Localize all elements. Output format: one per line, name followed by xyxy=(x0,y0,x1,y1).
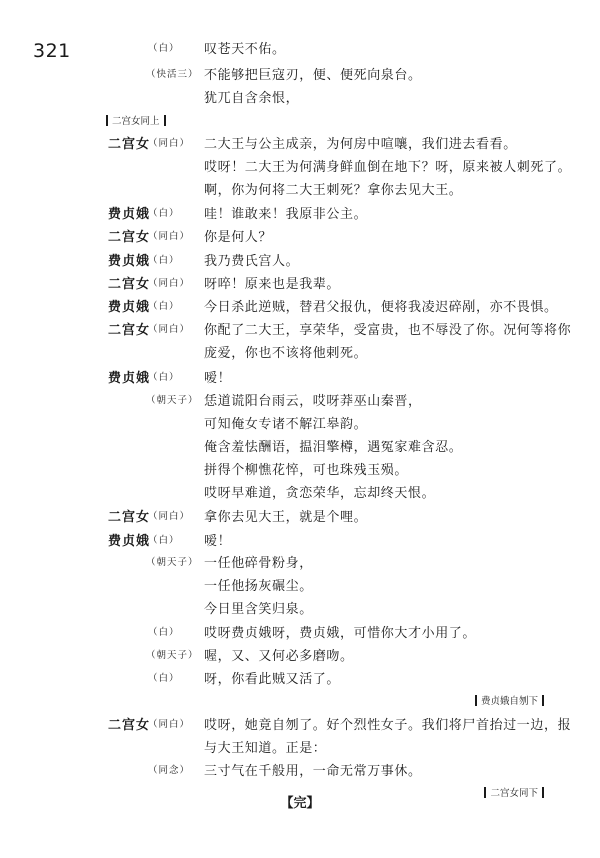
delivery-tag: （白） xyxy=(148,208,180,219)
dialogue-text: 哎呀早难道，贪恋荣华，忘却终天恨。 xyxy=(204,486,436,501)
dialogue-text: 三寸气在千般用，一命无常万事休。 xyxy=(204,764,422,779)
delivery-tag: （朝天子） xyxy=(146,557,199,568)
delivery-tag: （白） xyxy=(148,255,180,266)
stage-direction-text: 二宫女同上 xyxy=(112,116,160,127)
dialogue-text: 哇！谁敢来！我原非公主。 xyxy=(204,207,368,222)
dialogue-text: 拼得个柳憔花悴，可也珠残玉殒。 xyxy=(204,463,409,478)
script-line xyxy=(0,178,600,200)
script-line xyxy=(0,458,600,480)
dialogue-text: 一任他扬灰碾尘。 xyxy=(204,579,313,594)
script-line xyxy=(0,736,600,758)
dialogue-text: 哎呀！二大王为何满身鲜血倒在地下？呀，原来被人刺死了。 xyxy=(204,160,572,175)
speaker-name: 费贞娥 xyxy=(108,254,151,269)
dialogue-text: 呀，你看此贼又活了。 xyxy=(204,672,341,687)
script-line xyxy=(0,249,600,271)
speaker-name: 二宫女 xyxy=(108,323,151,338)
dialogue-text: 庞爱，你也不该将他剌死。 xyxy=(204,346,368,361)
script-line xyxy=(0,389,600,411)
speaker-name: 费贞娥 xyxy=(108,207,151,222)
dialogue-text: 嗳！ xyxy=(204,371,232,386)
delivery-tag: （同白） xyxy=(148,231,191,242)
speaker-name: 二宫女 xyxy=(108,277,151,292)
dialogue-text: 啊，你为何将二大王刺死？拿你去见大王。 xyxy=(204,183,463,198)
script-line xyxy=(0,86,600,108)
dialogue-text: 与大王知道。正是： xyxy=(204,741,327,756)
script-line xyxy=(0,574,600,596)
script-line xyxy=(0,621,600,643)
speaker-name: 二宫女 xyxy=(108,718,151,733)
dialogue-text: 喔，又、又何必多磨吻。 xyxy=(204,649,354,664)
script-line xyxy=(0,366,600,388)
stage-direction xyxy=(471,693,548,707)
delivery-tag: （同白） xyxy=(148,511,191,522)
dialogue-text: 哎呀费贞娥呀，费贞娥，可惜你大才小用了。 xyxy=(204,626,477,641)
script-line xyxy=(0,505,600,527)
delivery-tag: （同白） xyxy=(148,719,191,730)
dialogue-text: 今日杀此逆贼，替君父报仇，便将我凌迟碎剐，亦不畏惧。 xyxy=(204,300,558,315)
delivery-tag: （白） xyxy=(148,43,180,54)
dialogue-text: 呀啐！原来也是我辈。 xyxy=(204,277,341,292)
delivery-tag: （白） xyxy=(148,673,180,684)
dialogue-text: 俺含羞怯酬语，揾泪擎樽，遇冤家难含忍。 xyxy=(204,440,463,455)
script-line xyxy=(0,644,600,666)
script-line xyxy=(0,412,600,434)
delivery-tag: （同白） xyxy=(148,138,191,149)
script-line xyxy=(0,435,600,457)
dialogue-text: 拿你去见大王，就是个哩。 xyxy=(204,510,368,525)
dialogue-text: 一任他碎骨粉身， xyxy=(204,556,313,571)
delivery-tag: （朝天子） xyxy=(146,650,199,661)
dialogue-text: 你是何人？ xyxy=(204,230,273,245)
delivery-tag: （快活三） xyxy=(146,69,199,80)
delivery-tag: （白） xyxy=(148,301,180,312)
dialogue-text: 不能够把巨寇刃，便、便死向泉台。 xyxy=(204,68,422,83)
script-line xyxy=(0,272,600,294)
script-line xyxy=(0,341,600,363)
speaker-name: 二宫女 xyxy=(108,137,151,152)
dialogue-text: 今日里含笑归泉。 xyxy=(204,602,313,617)
script-line xyxy=(0,759,600,781)
delivery-tag: （白） xyxy=(148,627,180,638)
script-line xyxy=(0,690,600,712)
dialogue-text: 二大王与公主成亲，为何房中喧嚷，我们进去看看。 xyxy=(204,137,517,152)
script-line xyxy=(0,63,600,85)
dialogue-text: 我乃费氏宫人。 xyxy=(204,254,300,269)
dialogue-text: 嗳！ xyxy=(204,534,232,549)
delivery-tag: （同白） xyxy=(148,278,191,289)
stage-direction-text: 二宫女同下 xyxy=(490,788,538,799)
script-line xyxy=(0,481,600,503)
script-line xyxy=(0,597,600,619)
dialogue-text: 犹兀自含余恨， xyxy=(204,91,300,106)
delivery-tag: （同念） xyxy=(148,765,191,776)
speaker-name: 费贞娥 xyxy=(108,300,151,315)
dialogue-text: 可知俺女专诸不解江皋韵。 xyxy=(204,417,368,432)
stage-direction xyxy=(102,113,170,127)
speaker-name: 费贞娥 xyxy=(108,534,151,549)
dialogue-text: 恁道谎阳台雨云，哎呀莽巫山秦晋， xyxy=(204,394,422,409)
script-line xyxy=(0,667,600,689)
dialogue-text: 哎呀，她竟自刎了。好个烈性女子。我们将尸首抬过一边，报 xyxy=(204,718,572,733)
speaker-name: 二宫女 xyxy=(108,230,151,245)
speaker-name: 二宫女 xyxy=(108,510,151,525)
script-line xyxy=(0,110,600,132)
delivery-tag: （同白） xyxy=(148,324,191,335)
delivery-tag: （朝天子） xyxy=(146,395,199,406)
script-line xyxy=(0,155,600,177)
delivery-tag: （白） xyxy=(148,535,180,546)
script-line xyxy=(0,318,600,340)
script-line xyxy=(0,132,600,154)
delivery-tag: （白） xyxy=(148,372,180,383)
speaker-name: 费贞娥 xyxy=(108,371,151,386)
dialogue-text: 你配了二大王，享荣华，受富贵，也不辱没了你。况何等将你 xyxy=(204,323,572,338)
script-line xyxy=(0,529,600,551)
script-line xyxy=(0,713,600,735)
stage-direction-text: 费贞娥自刎下 xyxy=(480,696,538,707)
page-number: 321 xyxy=(33,40,71,62)
dialogue-text: 叹苍天不佑。 xyxy=(204,42,286,57)
script-line xyxy=(0,551,600,573)
script-line xyxy=(0,37,600,59)
script-line xyxy=(0,202,600,224)
script-line xyxy=(0,225,600,247)
script-line xyxy=(0,295,600,317)
end-mark: 【完】 xyxy=(280,796,320,811)
